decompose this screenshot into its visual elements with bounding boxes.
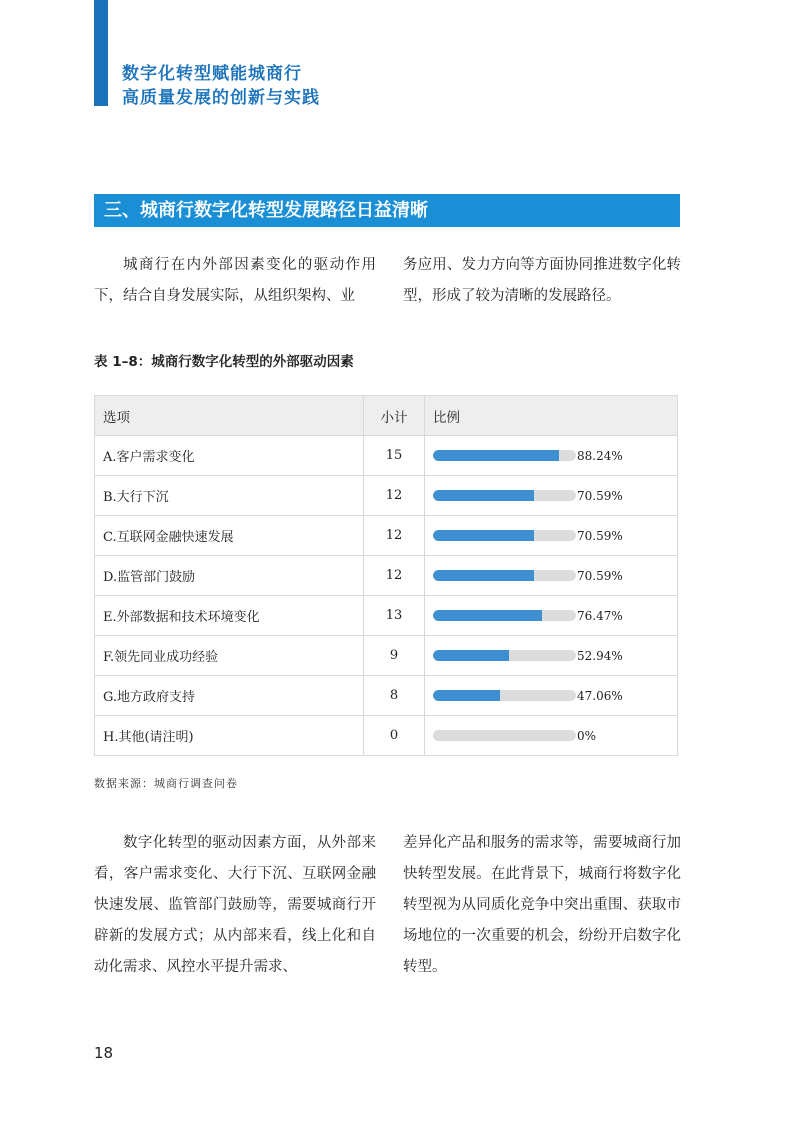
ratio-bar-track <box>433 650 576 661</box>
count-cell: 8 <box>364 676 425 716</box>
ratio-cell <box>425 556 678 596</box>
header-count: 小计 <box>364 396 425 436</box>
ratio-cell <box>425 716 678 756</box>
ratio-cell <box>425 516 678 556</box>
table-header-row <box>95 396 678 436</box>
table-row <box>95 556 678 596</box>
table-row <box>95 716 678 756</box>
ratio-bar-track <box>433 450 576 461</box>
body-paragraph-right: 差异化产品和服务的需求等，需要城商行加快转型发展。在此背景下，城商行将数字化转型视为从同质化竞争中突出重围、获取市场地位的一次重要的机会，纷纷开启数字化转型。 <box>403 835 681 975</box>
running-header-line2: 高质量发展的创新与实践 <box>122 88 320 108</box>
ratio-bar-track <box>433 610 576 621</box>
header-option: 选项 <box>95 396 364 436</box>
option-cell: F.领先同业成功经验 <box>95 636 364 676</box>
table-row <box>95 596 678 636</box>
table-row <box>95 516 678 556</box>
ratio-bar-track <box>433 570 576 581</box>
option-cell: D.监管部门鼓励 <box>95 556 364 596</box>
count-cell: 15 <box>364 436 425 476</box>
ratio-bar-track <box>433 530 576 541</box>
ratio-cell <box>425 436 678 476</box>
ratio-label: 76.47% <box>577 608 623 623</box>
option-cell: E.外部数据和技术环境变化 <box>95 596 364 636</box>
ratio-label: 88.24% <box>577 448 623 463</box>
option-cell: B.大行下沉 <box>95 476 364 516</box>
intro-paragraph-right: 务应用、发力方向等方面协同推进数字化转型，形成了较为清晰的发展路径。 <box>403 257 681 304</box>
option-cell: H.其他(请注明) <box>95 716 364 756</box>
data-source-note: 数据来源：城商行调查问卷 <box>94 777 238 790</box>
header-ratio: 比例 <box>425 396 678 436</box>
ratio-bar-track <box>433 730 576 741</box>
intro-paragraph-left: 城商行在内外部因素变化的驱动作用下，结合自身发展实际，从组织架构、业 <box>94 257 376 304</box>
ratio-bar-fill <box>433 450 559 461</box>
option-cell: G.地方政府支持 <box>95 676 364 716</box>
table-row <box>95 676 678 716</box>
count-cell: 0 <box>364 716 425 756</box>
ratio-bar-fill <box>433 690 500 701</box>
ratio-bar-fill <box>433 570 534 581</box>
ratio-bar-fill <box>433 490 534 501</box>
running-header-line1: 数字化转型赋能城商行 <box>122 64 302 84</box>
ratio-cell <box>425 476 678 516</box>
ratio-bar-track <box>433 490 576 501</box>
ratio-cell <box>425 596 678 636</box>
header-accent-bar <box>94 0 108 106</box>
ratio-bar-fill <box>433 650 509 661</box>
running-header <box>122 62 320 110</box>
count-cell: 13 <box>364 596 425 636</box>
ratio-cell <box>425 636 678 676</box>
ratio-bar-fill <box>433 610 542 621</box>
table-caption: 表 1–8：城商行数字化转型的外部驱动因素 <box>94 354 354 370</box>
ratio-label: 52.94% <box>577 648 623 663</box>
table-row <box>95 636 678 676</box>
ratio-label: 70.59% <box>577 568 623 583</box>
driver-factors-table <box>94 395 678 756</box>
ratio-bar-track <box>433 690 576 701</box>
count-cell: 12 <box>364 556 425 596</box>
ratio-bar-fill <box>433 530 534 541</box>
count-cell: 9 <box>364 636 425 676</box>
body-paragraph-left: 数字化转型的驱动因素方面，从外部来看，客户需求变化、大行下沉、互联网金融快速发展、监管部门鼓励等，需要城商行开辟新的发展方式；从内部来看，线上化和自动化需求、风控水平提升需求、 <box>94 835 376 975</box>
table-row <box>95 476 678 516</box>
page-number: 18 <box>94 1044 114 1062</box>
count-cell: 12 <box>364 476 425 516</box>
ratio-cell <box>425 676 678 716</box>
option-cell: C.互联网金融快速发展 <box>95 516 364 556</box>
option-cell: A.客户需求变化 <box>95 436 364 476</box>
ratio-label: 70.59% <box>577 488 623 503</box>
count-cell: 12 <box>364 516 425 556</box>
table-row <box>95 436 678 476</box>
ratio-label: 0% <box>577 728 597 743</box>
section-heading: 三、城商行数字化转型发展路径日益清晰 <box>94 194 680 227</box>
ratio-label: 47.06% <box>577 688 623 703</box>
ratio-label: 70.59% <box>577 528 623 543</box>
